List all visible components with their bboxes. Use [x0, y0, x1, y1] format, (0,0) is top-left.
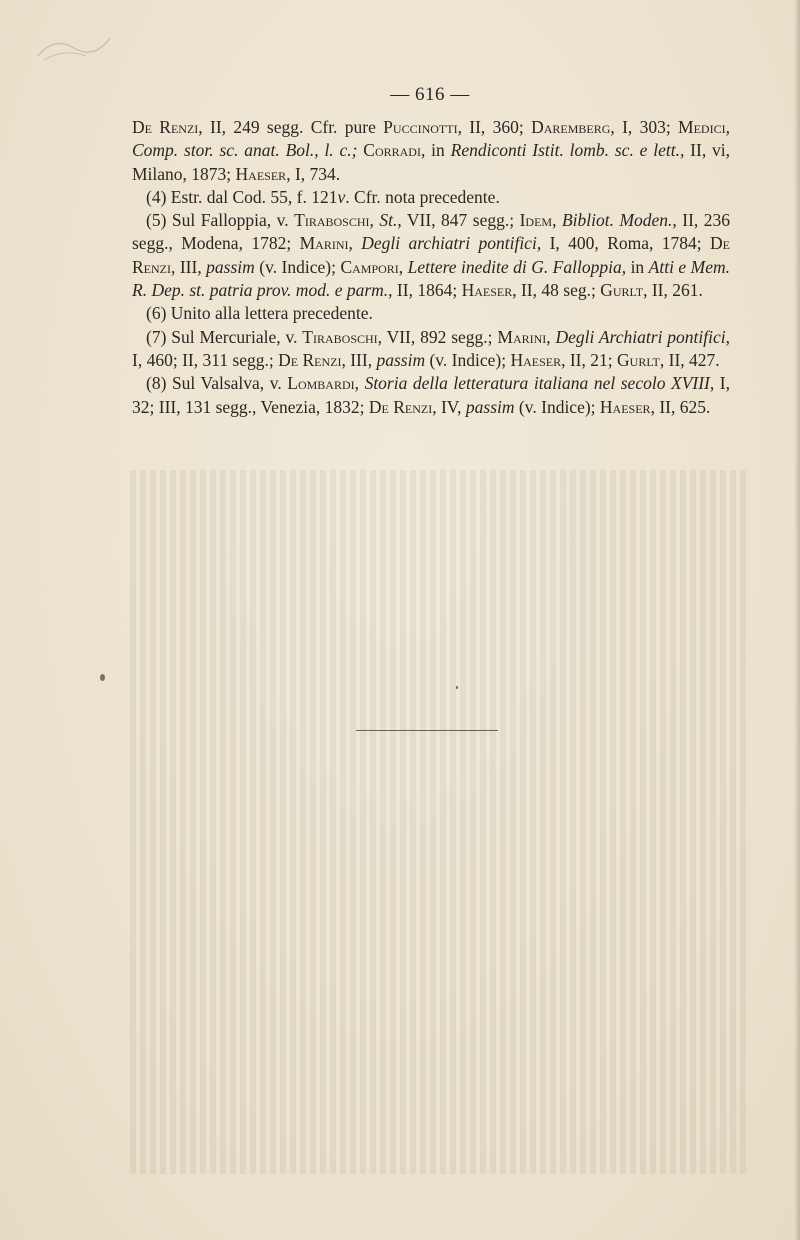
- note-text: , II, 360;: [457, 117, 532, 137]
- author-name: Marini: [299, 233, 349, 254]
- note-text: , I, 400, Roma, 1784;: [536, 233, 711, 254]
- page-edge-shadow: [794, 0, 800, 1240]
- note-text: , II, 1864;: [388, 280, 462, 301]
- note-text: , II, 427.: [659, 349, 720, 370]
- note-text: , I, 32; III, 131 segg., Venezia, 1832;: [132, 373, 730, 417]
- italic-text: Comp. stor. sc. anat. Bol., l. c.;: [132, 140, 358, 161]
- italic-text: Degli archiatri pontifici: [361, 233, 537, 254]
- author-name: Daremberg: [531, 117, 611, 137]
- italic-text: v: [337, 186, 346, 207]
- note-text: , VII, 892 segg.;: [377, 326, 498, 347]
- italic-text: St.: [379, 210, 398, 231]
- note-text: (6) Unito alla lettera precedente.: [146, 303, 373, 324]
- italic-text: Atti e Mem. R. Dep. st. patria prov. mod. e parm.: [132, 256, 730, 301]
- note-text: , II, 21;: [561, 349, 618, 370]
- note-text: (4) Estr. dal Cod. 55, f. 121: [146, 186, 338, 207]
- footnote-8: [132, 372, 730, 419]
- note-text: (7) Sul Mercuriale, v.: [146, 326, 303, 347]
- author-name: Haeser: [235, 163, 287, 184]
- note-text: , III,: [171, 256, 207, 277]
- italic-text: Storia della letteratura italiana nel secolo XVIII: [364, 373, 710, 394]
- note-text: ,: [354, 373, 365, 394]
- note-text: ,: [398, 256, 408, 277]
- note-text: , II, 236 segg., Modena, 1782;: [132, 210, 731, 254]
- note-text: II, vi, Milano, 1873;: [132, 140, 730, 184]
- author-name: Idem: [519, 210, 553, 231]
- note-text: , I, 460; II, 311 segg.;: [132, 326, 731, 370]
- note-text: (v. Indice);: [254, 256, 341, 277]
- note-text: ,: [552, 210, 562, 231]
- author-name: Tiraboschi: [302, 326, 378, 347]
- author-name: Gurlt: [600, 280, 644, 301]
- page-number: — 616 —: [390, 84, 470, 105]
- note-text: , II, 261.: [643, 280, 703, 301]
- italic-text: Lettere inedite di G. Falloppia: [407, 256, 622, 277]
- note-text: ,: [546, 326, 556, 347]
- author-name: De Renzi: [278, 349, 342, 370]
- italic-text: passim: [465, 396, 515, 417]
- note-text: . Cfr. nota precedente.: [345, 186, 500, 207]
- note-text: ,: [348, 233, 362, 254]
- note-text: , in: [420, 140, 451, 161]
- note-text: (5) Sul Falloppia, v.: [146, 210, 295, 231]
- author-name: Gurlt: [617, 349, 660, 370]
- note-text: ,: [369, 210, 380, 231]
- author-name: De Renzi: [368, 396, 433, 417]
- italic-text: passim: [376, 349, 426, 370]
- author-name: Haeser: [510, 349, 562, 370]
- note-text: , in: [621, 256, 649, 277]
- author-name: Campori: [340, 256, 399, 277]
- author-name: Haeser: [461, 280, 513, 301]
- footnote-7: [132, 326, 730, 373]
- faded-stamp-mark: [34, 26, 114, 66]
- author-name: Corradi: [363, 140, 421, 161]
- italic-text: Bibliot. Moden.: [561, 210, 673, 231]
- note-text: , IV,: [432, 396, 466, 417]
- note-text: ,: [725, 117, 730, 137]
- note-text: (8) Sul Valsalva, v.: [146, 373, 288, 394]
- ink-speck-small: [456, 686, 458, 689]
- author-name: Tiraboschi: [294, 210, 370, 231]
- note-text: , III,: [341, 349, 377, 370]
- footnotes-block: [132, 116, 730, 419]
- note-text: (v. Indice);: [514, 396, 600, 417]
- note-text: , VII, 847 segg.;: [397, 210, 520, 231]
- italic-text: Rendiconti Istit. lomb. sc. e lett.,: [450, 140, 685, 161]
- author-name: Haeser: [599, 396, 651, 417]
- note-text: , II, 625.: [650, 396, 711, 417]
- footnote-continuation: [132, 116, 730, 186]
- footnote-5: [132, 209, 730, 302]
- author-name: Puccinotti: [383, 117, 458, 137]
- footnote-6: [132, 302, 730, 325]
- italic-text: passim: [206, 256, 255, 277]
- author-name: De Renzi: [132, 117, 199, 137]
- note-text: , I, 303;: [610, 117, 679, 137]
- italic-text: Degli Archiatri pontifici: [555, 326, 726, 347]
- note-text: , I, 734.: [286, 163, 341, 184]
- author-name: Medici: [678, 117, 726, 137]
- author-name: Lombardi: [287, 373, 355, 394]
- ink-speck: [100, 674, 105, 681]
- footnote-4: [132, 186, 730, 209]
- note-text: (v. Indice);: [425, 349, 511, 370]
- show-through-from-reverse: [130, 470, 750, 1190]
- author-name: Marini: [497, 326, 547, 347]
- note-text: , II, 48 seg.;: [512, 280, 601, 301]
- section-rule: [356, 730, 498, 731]
- author-name: De Renzi: [132, 233, 730, 277]
- note-text: , II, 249 segg. Cfr. pure: [198, 117, 384, 137]
